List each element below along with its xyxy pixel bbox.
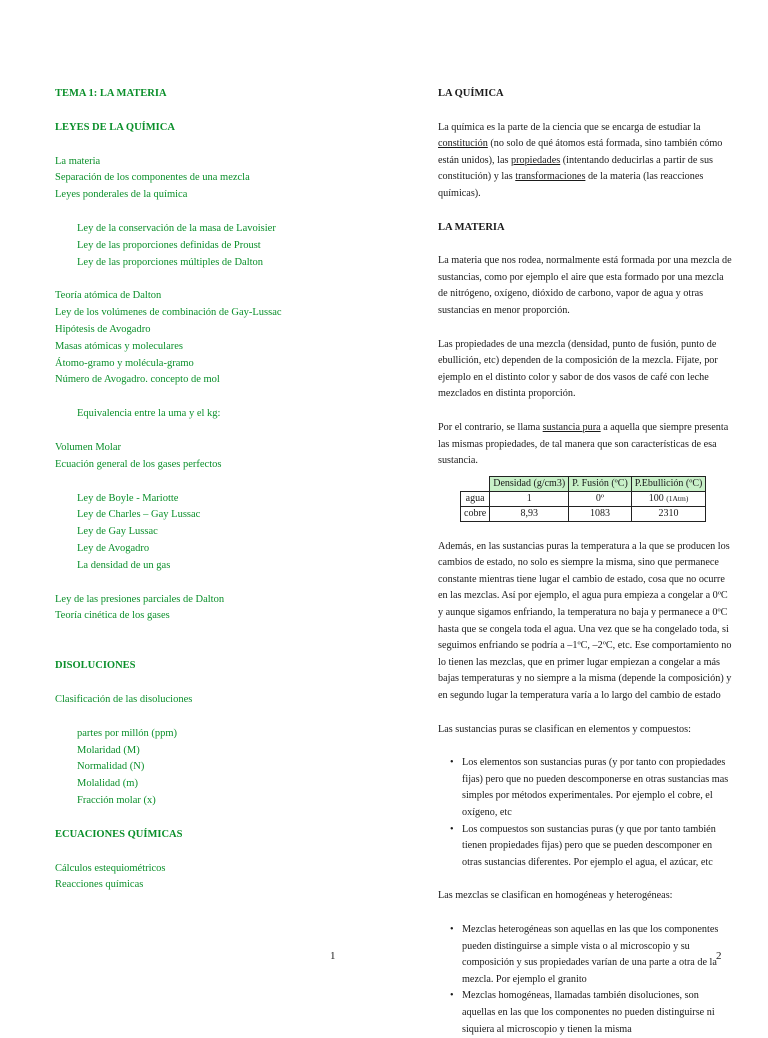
table-cell: 1083 bbox=[569, 506, 632, 521]
toc-item[interactable]: Leyes ponderales de la química bbox=[55, 189, 188, 201]
toc-subitem[interactable]: Molaridad (M) bbox=[77, 744, 140, 756]
table-cell: 1 bbox=[490, 491, 569, 506]
paragraph-clasificacion-mezclas: Las mezclas se clasifican en homogéneas y heterogéneas: bbox=[438, 890, 673, 902]
toc-section-leyes[interactable]: LEYES DE LA QUÍMICA bbox=[55, 121, 175, 133]
toc-item[interactable]: Teoría cinética de los gases bbox=[55, 610, 170, 622]
toc-item[interactable]: Teoría atómica de Dalton bbox=[55, 290, 162, 302]
toc-item[interactable]: Reacciones químicas bbox=[55, 879, 144, 891]
toc-subitem[interactable]: Ley de las proporciones múltiples de Dalton bbox=[77, 256, 264, 268]
table-header: P. Fusión (ºC) bbox=[569, 476, 632, 491]
list-item: • Mezclas homogéneas, llamadas también disoluciones, son aquellas en las que los componentes no pueden distinguirse ni siquiera al microscopio y tienen la misma bbox=[462, 988, 734, 1038]
properties-table bbox=[460, 476, 706, 522]
paragraph-propiedades: Las propiedades de una mezcla (densidad, punto de fusión, punto de ebullición, etc) dependen de la composición de la mezcla. Fíjate, por ejemplo en el distinto color y sabor de dos vasos de café con leche mezclados en distinta proporción. bbox=[438, 338, 718, 400]
table-row bbox=[461, 491, 706, 506]
page-number: 2 bbox=[716, 950, 722, 962]
table-cell: 8,93 bbox=[490, 506, 569, 521]
toc-subitem[interactable]: Ley de Gay Lussac bbox=[77, 526, 158, 538]
list-item: • Mezclas heterogéneas son aquellas en las que los componentes pueden distinguirse a simple vista o al microscopio y su composición y sus propiedades varían de una parte a otra de la mezcla. Por ejemplo el granito bbox=[462, 922, 734, 988]
toc-section-disoluciones[interactable]: DISOLUCIONES bbox=[55, 660, 136, 672]
right-page bbox=[384, 0, 768, 1035]
toc-subitem[interactable]: partes por millón (ppm) bbox=[77, 727, 178, 739]
table-of-contents bbox=[55, 86, 375, 894]
table-header: P.Ebullición (ºC) bbox=[631, 476, 706, 491]
toc-item[interactable]: Número de Avogadro. concepto de mol bbox=[55, 374, 220, 386]
paragraph-cambios-estado: Además, en las sustancias puras la temperatura a la que se producen los cambios de estado, no solo es siempre la misma, sino que permanece constante mientras tiene lugar el cambio de estado, cosa que no ocurre en las mezclas. Así por ejemplo, el agua pura empieza a congelar a 0ºC y aunque sigamos enfriando, la temperatura no baja y permanece a 0ºC hasta que se congela toda el agua. Una vez que se ha congelado toda, si seguimos enfriando se podría a –1ºC, –2ºC, etc. Ese comportamiento no lo tienen las mezclas, que en primer lugar empiezan a congelar a más bajas temperaturas y no siempre a la misma (depende la composición) y en segundo lugar la temperatura varía a lo largo del cambio de estado bbox=[438, 540, 732, 702]
table-cell: 0º bbox=[569, 491, 632, 506]
toc-subitem[interactable]: Molalidad (m) bbox=[77, 778, 138, 790]
list-mezclas bbox=[438, 922, 734, 1038]
paragraph-sustancia-pura: Por el contrario, se llama sustancia pura a aquella que siempre presenta las mismas propiedades, de tal manera que son características de esa sustancia. bbox=[438, 421, 729, 467]
main-content bbox=[438, 86, 734, 1038]
list-sustancias-puras bbox=[438, 755, 734, 871]
toc-item[interactable]: Cálculos estequiométricos bbox=[55, 862, 166, 874]
toc-item[interactable]: Separación de los componentes de una mezcla bbox=[55, 172, 250, 184]
toc-subitem[interactable]: Equivalencia entre la uma y el kg: bbox=[77, 408, 221, 420]
list-item: • Los compuestos son sustancias puras (y que por tanto también tienen propiedades fijas) pero que se pueden descomponer en otras sustancias diferentes. Por ejemplo el agua, el azúcar, etc bbox=[462, 822, 734, 872]
table-cell: 2310 bbox=[631, 506, 706, 521]
toc-item[interactable]: Masas atómicas y moleculares bbox=[55, 340, 183, 352]
toc-subitem[interactable]: Ley de Avogadro bbox=[77, 542, 150, 554]
toc-item[interactable]: Clasificación de las disoluciones bbox=[55, 693, 193, 705]
toc-item[interactable]: Ecuación general de los gases perfectos bbox=[55, 458, 222, 470]
paragraph-materia: La materia que nos rodea, normalmente está formada por una mezcla de sustancias, como por ejemplo el aire que esta formado por una mezcla de nitrógeno, oxígeno, dióxido de carbono, vapor de agua y otras sustancias en menor proporción. bbox=[438, 255, 732, 316]
table-row bbox=[461, 506, 706, 521]
toc-subitem[interactable]: Fracción molar (x) bbox=[77, 794, 156, 806]
toc-subitem[interactable]: La densidad de un gas bbox=[77, 559, 171, 571]
toc-subitem[interactable]: Ley de la conservación de la masa de Lavoisier bbox=[77, 222, 276, 234]
toc-item[interactable]: La materia bbox=[55, 155, 101, 167]
toc-item[interactable]: Ley de las presiones parciales de Dalton bbox=[55, 593, 225, 605]
toc-section-ecuaciones[interactable]: ECUACIONES QUÍMICAS bbox=[55, 828, 183, 840]
toc-title[interactable]: TEMA 1: LA MATERIA bbox=[55, 88, 167, 99]
table-cell: cobre bbox=[461, 506, 490, 521]
toc-item[interactable]: Ley de los volúmenes de combinación de Gay-Lussac bbox=[55, 307, 282, 319]
toc-subitem[interactable]: Ley de las proporciones definidas de Proust bbox=[77, 239, 261, 251]
toc-subitem[interactable]: Ley de Boyle - Mariotte bbox=[77, 492, 179, 504]
toc-item[interactable]: Volumen Molar bbox=[55, 441, 122, 453]
paragraph-quimica: La química es la parte de la ciencia que se encarga de estudiar la constitución (no solo de qué átomos está formada, sino también cómo están unidos), las propiedades (intentando deducirlas a partir de sus constitución) y las transformaciones de la materia (las reacciones químicas). bbox=[438, 121, 723, 199]
heading-la-quimica: LA QUÍMICA bbox=[438, 88, 504, 99]
toc-item[interactable]: Hipótesis de Avogadro bbox=[55, 323, 151, 335]
toc-subitem[interactable]: Normalidad (N) bbox=[77, 761, 145, 773]
paragraph-clasificacion-puras: Las sustancias puras se clasifican en elementos y compuestos: bbox=[438, 723, 691, 735]
left-page bbox=[0, 0, 384, 1024]
toc-item[interactable]: Átomo-gramo y molécula-gramo bbox=[55, 357, 194, 369]
table-header: Densidad (g/cm3) bbox=[490, 476, 569, 491]
list-item: • Los elementos son sustancias puras (y por tanto con propiedades fijas) pero que no pueden descomponerse en otras sustancias mas simples por métodos experimentales. Por ejemplo el cobre, el oxígeno, etc bbox=[462, 755, 734, 821]
page-number: 1 bbox=[330, 950, 336, 962]
table-cell: 100 (1Atm) bbox=[631, 491, 706, 506]
table-cell: agua bbox=[461, 491, 490, 506]
table-header-row bbox=[461, 476, 706, 491]
heading-la-materia: LA MATERIA bbox=[438, 221, 505, 233]
toc-subitem[interactable]: Ley de Charles – Gay Lussac bbox=[77, 509, 201, 521]
